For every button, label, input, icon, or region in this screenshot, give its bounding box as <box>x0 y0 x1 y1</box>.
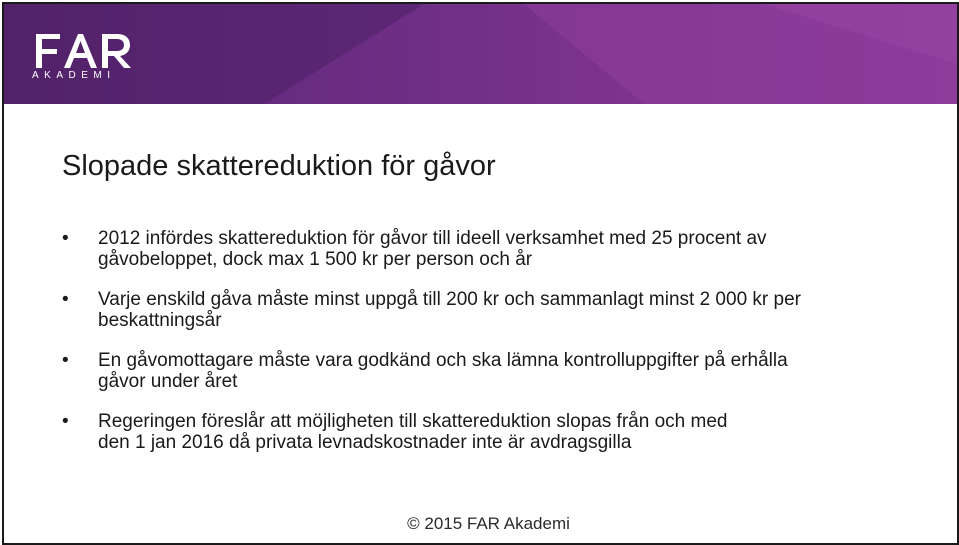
bullet-marker: • <box>62 289 69 310</box>
bullet-marker: • <box>62 411 69 432</box>
bullet-list <box>62 228 932 472</box>
bullet-line: gåvobeloppet, dock max 1 500 kr per person och år <box>98 249 533 270</box>
logo-subtext: AKADEMI <box>32 70 116 81</box>
bullet-line: En gåvomottagare måste vara godkänd och ska lämna kontrolluppgifter på erhålla <box>98 350 788 371</box>
bullet-item <box>62 350 932 392</box>
header-decoration <box>4 4 957 104</box>
bullet-line: 2012 infördes skattereduktion för gåvor till ideell verksamhet med 25 procent av <box>98 228 767 249</box>
slide-title: Slopade skattereduktion för gåvor <box>62 150 496 182</box>
header-banner <box>4 4 957 104</box>
slide <box>2 2 959 545</box>
bullet-line: beskattningsår <box>98 310 222 331</box>
bullet-line: Regeringen föreslår att möjligheten till skattereduktion slopas från och med <box>98 411 728 432</box>
bullet-line: gåvor under året <box>98 371 238 392</box>
bullet-marker: • <box>62 228 69 249</box>
bullet-item <box>62 289 932 331</box>
bullet-item <box>62 411 932 453</box>
bullet-line: den 1 jan 2016 då privata levnadskostnader inte är avdragsgilla <box>98 432 632 453</box>
bullet-item <box>62 228 932 270</box>
copyright-footer: © 2015 FAR Akademi <box>407 514 570 533</box>
bullet-marker: • <box>62 350 69 371</box>
bullet-line: Varje enskild gåva måste minst uppgå till 200 kr och sammanlagt minst 2 000 kr per <box>98 289 801 310</box>
